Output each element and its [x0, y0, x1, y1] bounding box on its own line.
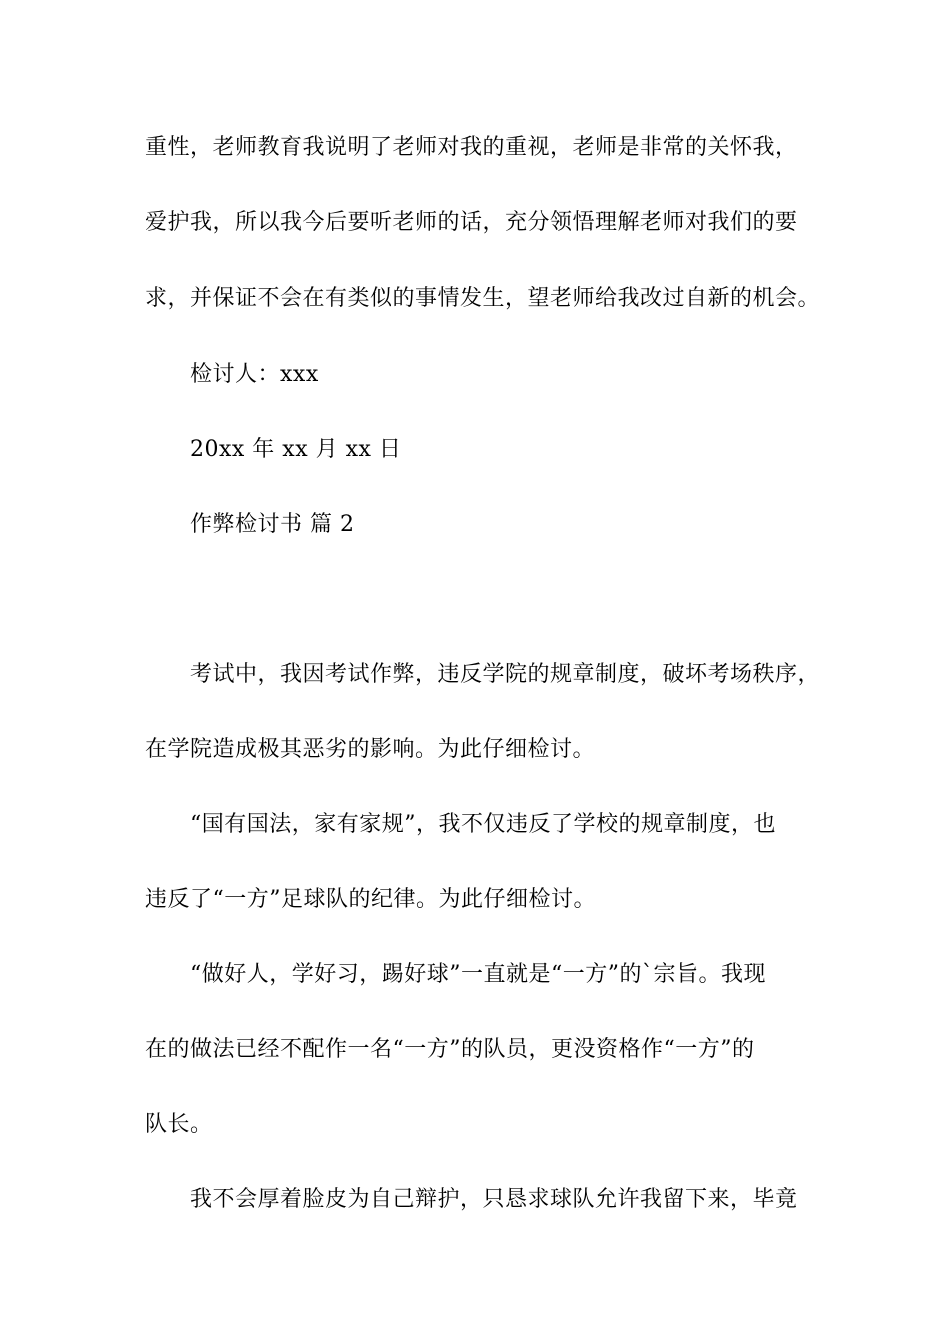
paragraph-line: “做好人，学好习，踢好球”一直就是“一方”的`宗旨。我现 — [190, 962, 766, 987]
paragraph-line: 在的做法已经不配作一名“一方”的队员，更没资格作“一方”的 — [145, 1037, 755, 1062]
paragraph-line: 考试中，我因考试作弊，违反学院的规章制度，破坏考场秩序， — [190, 662, 821, 687]
paragraph-line: 求，并保证不会在有类似的事情发生，望老师给我改过自新的机会。 — [145, 286, 821, 311]
paragraph-line: 在学院造成极其恶劣的影响。为此仔细检讨。 — [145, 737, 596, 762]
signature-line: 检讨人：xxx — [190, 362, 319, 387]
paragraph-line: 重性，老师教育我说明了老师对我的重视，老师是非常的关怀我， — [145, 135, 798, 160]
paragraph-line: 我不会厚着脸皮为自己辩护，只恳求球队允许我留下来，毕竟 — [190, 1187, 798, 1212]
paragraph-line: “国有国法，家有家规”，我不仅违反了学校的规章制度，也 — [190, 812, 776, 837]
paragraph-line: 违反了“一方”足球队的纪律。为此仔细检讨。 — [145, 887, 596, 912]
date-line: 20xx 年 xx 月 xx 日 — [190, 437, 402, 462]
paragraph-line: 爱护我，所以我今后要听老师的话，充分领悟理解老师对我们的要 — [145, 210, 798, 235]
section-title: 作弊检讨书 篇 2 — [190, 512, 355, 537]
paragraph-line: 队长。 — [145, 1112, 213, 1137]
